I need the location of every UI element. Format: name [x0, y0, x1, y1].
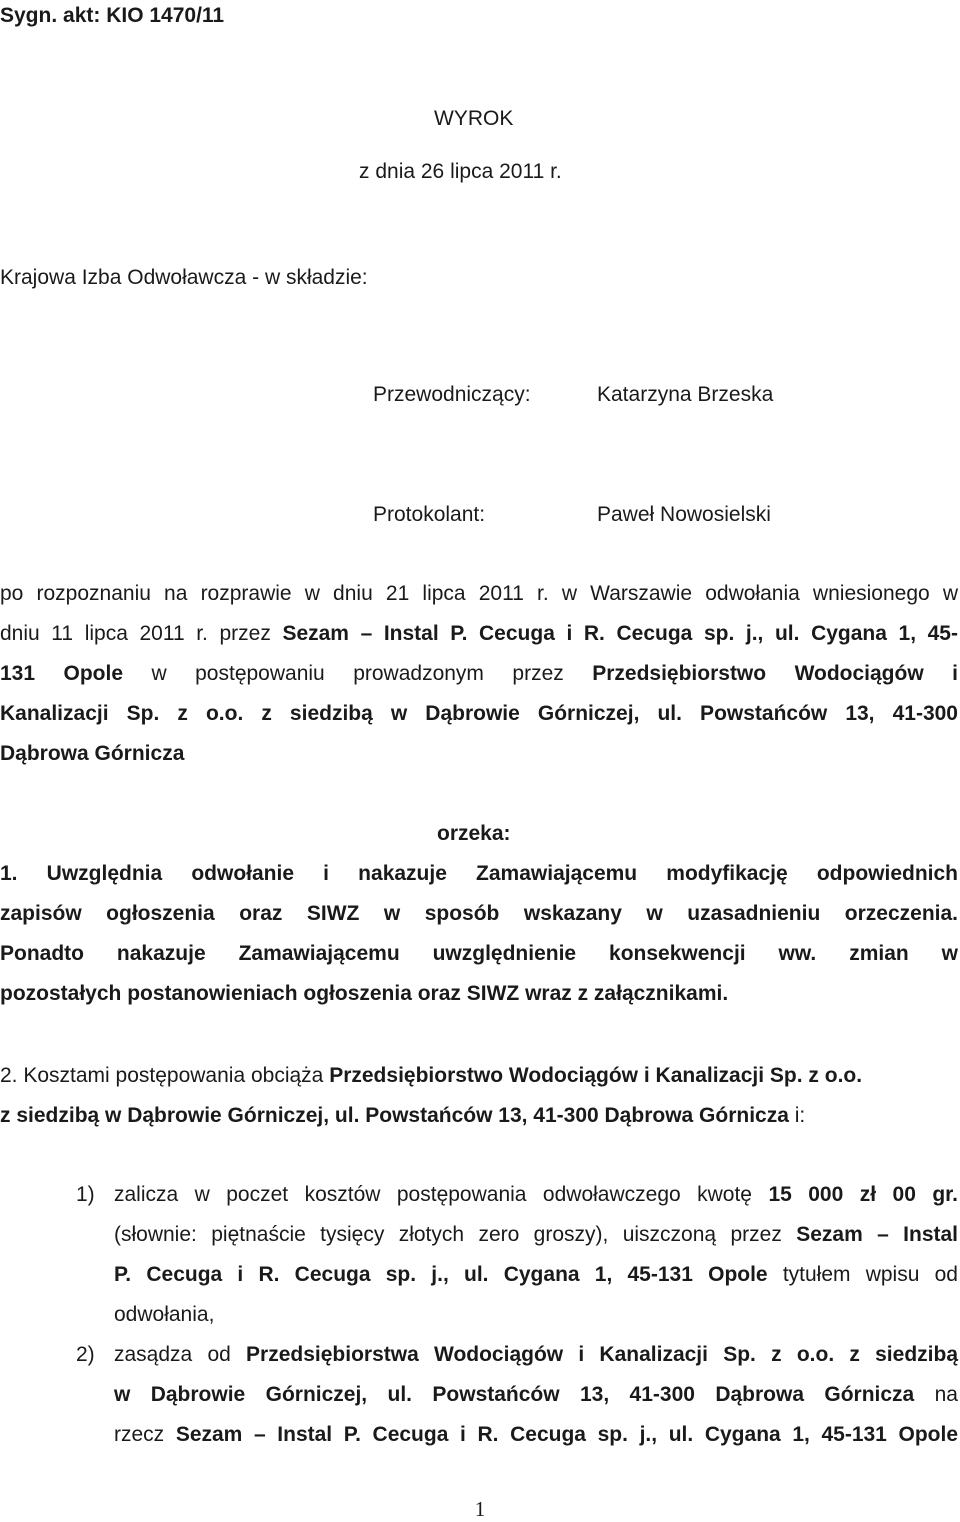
chair-label: Przewodniczący: — [373, 383, 531, 406]
preamble-line — [0, 663, 958, 684]
payer-address: P. Cecuga i R. Cecuga sp. j., ul. Cygana 1, 45-131 Opole — [114, 1263, 768, 1286]
composition-intro: Krajowa Izba Odwoławcza - w składzie: — [0, 266, 368, 289]
ruling-text: 2. Kosztami postępowania obciąża — [0, 1064, 330, 1087]
clerk-label: Protokolant: — [373, 503, 486, 526]
item-text: tytułem wpisu od — [767, 1263, 958, 1286]
item-text: zasądza od — [114, 1343, 247, 1366]
ruling-line — [0, 1065, 862, 1086]
item-line — [114, 1424, 958, 1445]
item-line — [114, 1184, 958, 1205]
chair-name: Katarzyna Brzeska — [597, 383, 774, 406]
item-line — [114, 1264, 958, 1285]
item-line — [114, 1344, 958, 1365]
creditor-name: Sezam – Instal P. Cecuga i R. Cecuga sp. j., ul. Cygana 1, 45-131 Opole — [175, 1423, 958, 1446]
cost-party-address: z siedzibą w Dąbrowie Górniczej, ul. Powstańców 13, 41-300 Dąbrowa Górnicza — [0, 1104, 789, 1127]
preamble-text: dniu 11 lipca 2011 r. przez — [0, 622, 283, 645]
ruling-text: i: — [788, 1104, 806, 1127]
payer-name: Sezam – Instal — [796, 1223, 959, 1246]
case-number: Sygn. akt: KIO 1470/11 — [0, 4, 225, 27]
contracting-party: Przedsiębiorstwo Wodociągów i — [592, 662, 958, 685]
ruling-line: 1. Uwzględnia odwołanie i nakazuje Zamawiającemu modyfikację odpowiednich — [0, 862, 958, 885]
debtor-address: w Dąbrowie Górniczej, ul. Powstańców 13, 41-300 Dąbrowa Górnicza — [114, 1383, 915, 1406]
debtor-name: Przedsiębiorstwa Wodociągów i Kanalizacji Sp. z o.o. z siedzibą — [246, 1343, 958, 1366]
preamble-line: Dąbrowa Górnicza — [0, 742, 185, 765]
ruling-line: pozostałych postanowieniach ogłoszenia oraz SIWZ wraz z załącznikami. — [0, 982, 729, 1005]
clerk-name: Paweł Nowosielski — [597, 503, 771, 526]
document-date: z dnia 26 lipca 2011 r. — [359, 160, 562, 183]
item-text: (słownie: piętnaście tysięcy złotych zero groszy), uiszczoną przez — [114, 1223, 797, 1246]
preamble-line — [0, 623, 958, 644]
ruling-label: orzeka: — [437, 822, 511, 845]
item-text: na — [914, 1383, 958, 1406]
appellant-city: 131 Opole — [0, 662, 124, 685]
appellant-name: Sezam – Instal P. Cecuga i R. Cecuga sp. j., ul. Cygana 1, 45- — [282, 622, 958, 645]
ruling-line: Ponadto nakazuje Zamawiającemu uwzględnienie konsekwencji ww. zmian w — [0, 942, 958, 965]
ruling-line: zapisów ogłoszenia oraz SIWZ w sposób wskazany w uzasadnieniu orzeczenia. — [0, 902, 958, 925]
preamble-line: po rozpoznaniu na rozprawie w dniu 21 lipca 2011 r. w Warszawie odwołania wniesionego w — [0, 582, 958, 605]
item-text: zalicza w poczet kosztów postępowania odwoławczego kwotę — [114, 1183, 769, 1206]
item-number: 1) — [76, 1183, 95, 1206]
document-title: WYROK — [434, 107, 514, 130]
preamble-line: Kanalizacji Sp. z o.o. z siedzibą w Dąbrowie Górniczej, ul. Powstańców 13, 41-300 — [0, 702, 958, 725]
fee-amount: 15 000 zł 00 gr. — [768, 1183, 958, 1206]
item-text: rzecz — [114, 1423, 176, 1446]
item-line: odwołania, — [114, 1303, 215, 1326]
preamble-text: w postępowaniu prowadzonym przez — [123, 662, 593, 685]
cost-party: Przedsiębiorstwo Wodociągów i Kanalizacji Sp. z o.o. — [329, 1064, 863, 1087]
page-number: 1 — [474, 1497, 486, 1521]
ruling-line — [0, 1105, 805, 1126]
item-number: 2) — [76, 1343, 95, 1366]
item-line — [114, 1224, 958, 1245]
item-line — [114, 1384, 958, 1405]
